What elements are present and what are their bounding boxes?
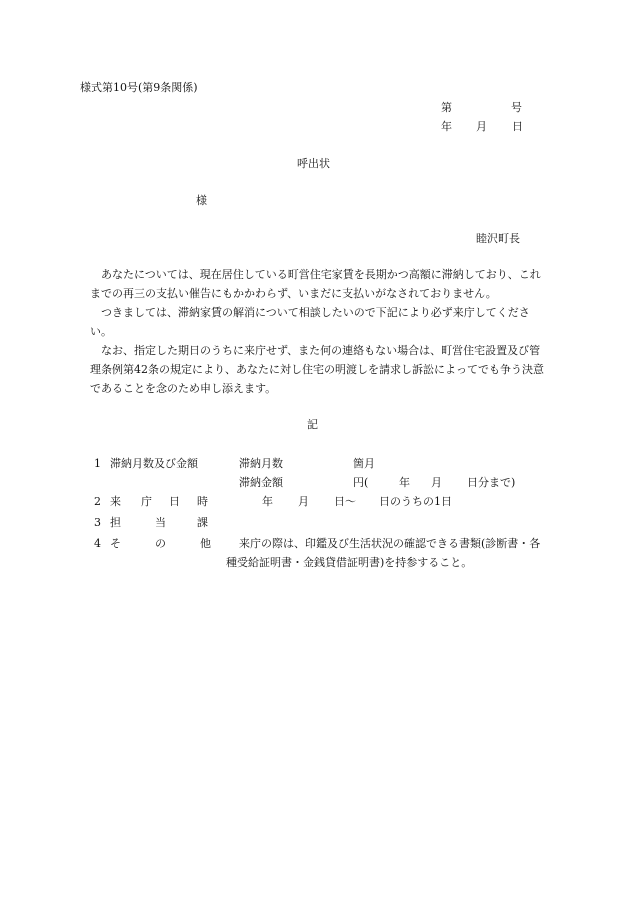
document-title: 呼出状 <box>297 157 330 170</box>
item-3-label-char: 当 <box>155 516 166 529</box>
document-number-prefix: 第 <box>441 101 452 114</box>
item-3-label-char: 課 <box>197 516 208 529</box>
item-3-number: 3 <box>94 516 101 529</box>
item-2-month: 月 <box>298 495 309 508</box>
body-text <box>90 265 550 398</box>
months-label: 滞納月数 <box>239 457 283 470</box>
item-4-text-line-2: 種受給証明書・金銭貸借証明書)を持参すること。 <box>226 556 473 569</box>
item-3-label-char: 担 <box>110 516 121 529</box>
amount-label: 滞納金額 <box>239 476 283 489</box>
item-2-year: 年 <box>262 495 273 508</box>
document-number-suffix: 号 <box>511 101 522 114</box>
sender-name: 睦沢町長 <box>476 232 520 245</box>
ki-heading: 記 <box>307 418 318 431</box>
item-1-month: 月 <box>431 476 442 489</box>
item-1-label: 滞納月数及び金額 <box>110 457 198 470</box>
item-2-day: 日〜 <box>334 495 356 508</box>
item-2-tail: 日のうちの1日 <box>379 495 452 508</box>
item-2-label-char: 時 <box>197 495 208 508</box>
item-2-label-char: 日 <box>169 495 180 508</box>
months-unit: 箇月 <box>353 457 375 470</box>
body-paragraph-3: なお、指定した期日のうちに来庁せず、また何の連絡もない場合は、町営住宅設置及び管理条例第42条の規定により、あなたに対し住宅の明渡しを請求し訴訟によってでも争う決意であることを念のため申し添えます。 <box>90 344 544 395</box>
date-day: 日 <box>512 120 523 133</box>
item-2-label-char: 庁 <box>141 495 152 508</box>
item-4-label-char: そ <box>110 537 121 550</box>
item-4-number: 4 <box>94 537 101 550</box>
item-2-label-char: 来 <box>110 495 121 508</box>
form-label: 様式第10号(第9条関係) <box>80 81 198 94</box>
item-4-label-char: 他 <box>200 537 211 550</box>
date-year: 年 <box>441 120 452 133</box>
item-4-text-line-1: 来庁の際は、印鑑及び生活状況の確認できる書類(診断書・各 <box>239 537 541 550</box>
date-month: 月 <box>476 120 487 133</box>
item-1-number: 1 <box>94 457 101 470</box>
item-1-year: 年 <box>399 476 410 489</box>
item-4-label-char: の <box>155 537 166 550</box>
body-paragraph-1: あなたについては、現在居住している町営住宅家賃を長期かつ高額に滞納しており、これまでの再三の支払い催告にもかかわらず、いまだに支払いがなされておりません。 <box>90 268 541 300</box>
amount-unit: 円( <box>353 476 369 489</box>
item-2-number: 2 <box>94 495 101 508</box>
item-1-day: 日分まで) <box>467 476 516 489</box>
addressee-suffix: 様 <box>196 194 207 207</box>
body-paragraph-2: つきましては、滞納家賃の解消について相談したいので下記により必ず来庁してください。 <box>90 306 530 338</box>
